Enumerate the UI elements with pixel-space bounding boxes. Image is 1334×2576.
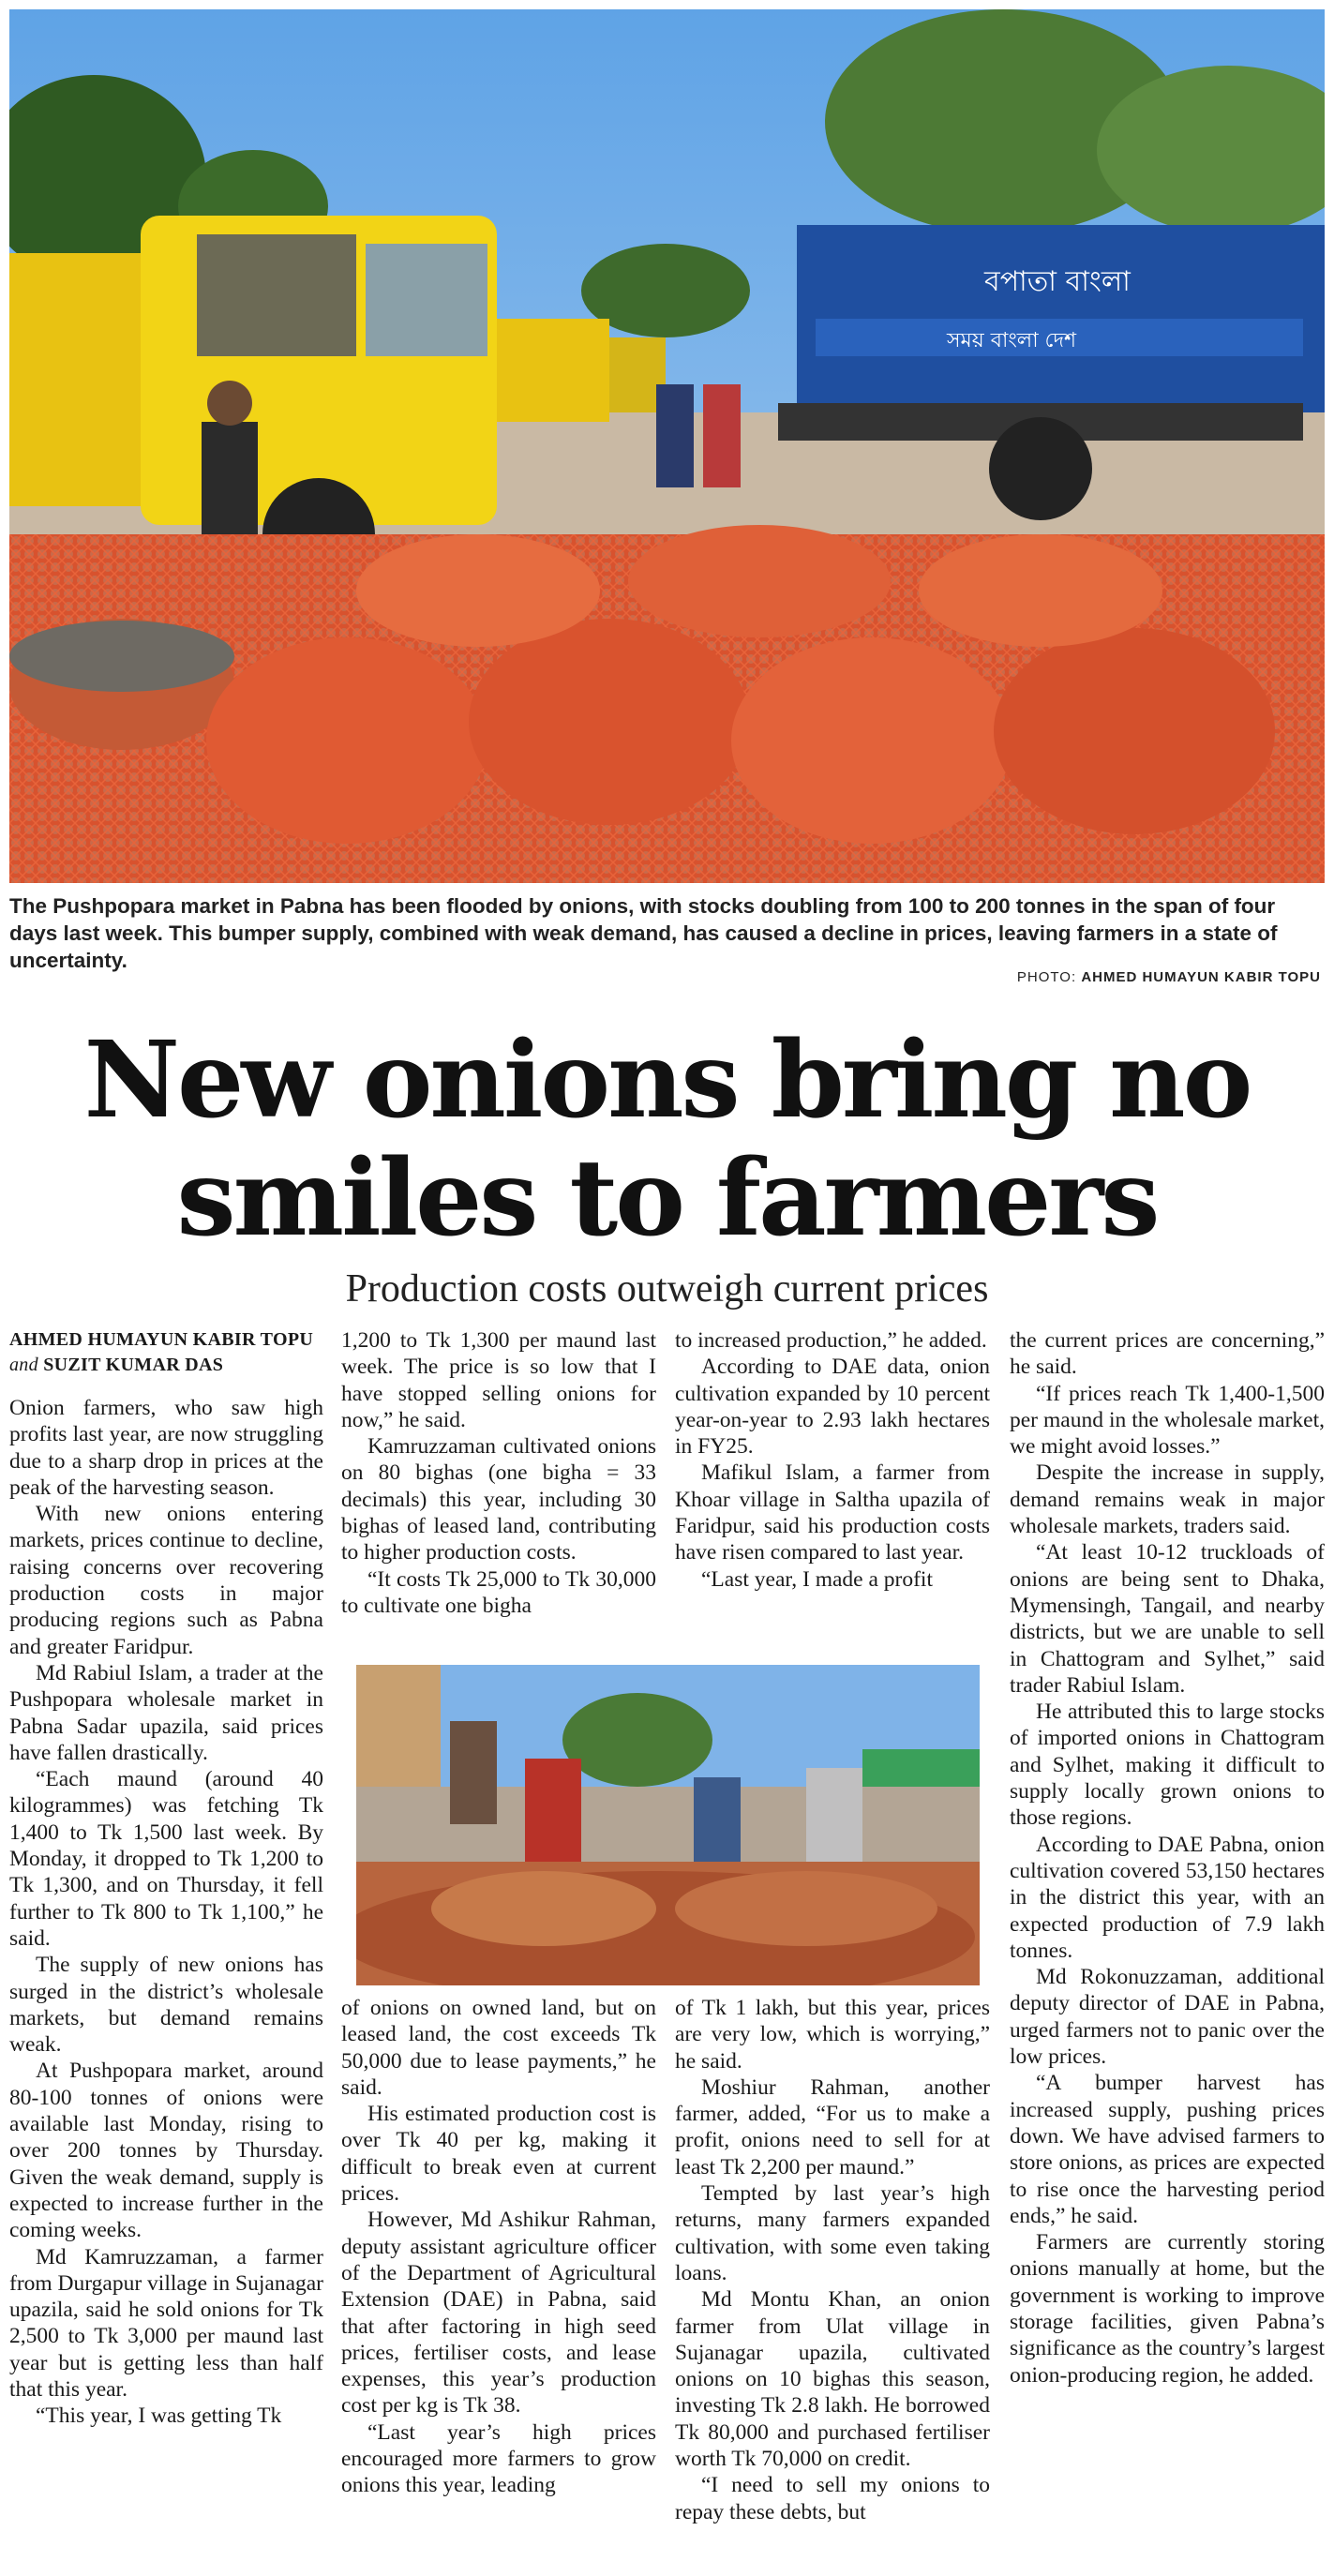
paragraph: Moshiur Rahman, another farmer, added, “For us to make a profit, onions need to sell for at least Tk 2,200 per maund.” [675, 2074, 990, 2179]
credit-name: AHMED HUMAYUN KABIR TOPU [1081, 969, 1321, 985]
paragraph: “If prices reach Tk 1,400-1,500 per maund in the wholesale market, we might avoid losses.” [1010, 1381, 1325, 1460]
truck-text: বপাতা বাংলা [984, 265, 1131, 298]
column-2-bottom [341, 1995, 656, 2499]
paragraph: Md Montu Khan, an onion farmer from Ulat village in Sujanagar upazila, cultivated onions on 10 bighas this season, investing Tk 2.8 lakh. He borrowed Tk 80,000 and purchased fertiliser worth Tk 70,000 on credit. [675, 2287, 990, 2472]
paragraph: “Last year, I made a profit [701, 1566, 933, 1592]
photo-caption: The Pushpopara market in Pabna has been flooded by onions, with stocks doubling from 100 to 200 tonnes in the span of four days last week. This bumper supply, combined with weak demand, has caused a decline in prices, leaving farmers in a state of uncertainty. [9, 894, 1278, 972]
byline-conj: and [9, 1355, 38, 1375]
paragraph: He attributed this to large stocks of imported onions in Chattogram and Sylhet, making it difficult to supply locally grown onions to those regions. [1010, 1700, 1325, 1831]
column-2-top [341, 1327, 656, 1619]
paragraph: to increased production,” he added. [675, 1328, 987, 1353]
byline-author-1: AHMED HUMAYUN KABIR TOPU [9, 1329, 314, 1350]
paragraph: His estimated production cost is over Tk 40 per kg, making it difficult to break even at current prices. [341, 2102, 656, 2207]
paragraph: “A bumper harvest has increased supply, pushing prices down. We have advised farmers to store onions, as prices are expected to rise once the harvesting period ends,” he said. [1010, 2071, 1325, 2228]
onion-sorting-photo [356, 1665, 980, 1985]
paragraph: of onions on owned land, but on leased land, the cost exceeds Tk 50,000 due to lease payments,” he said. [341, 1996, 656, 2100]
paragraph: Despite the increase in supply, demand remains weak in major wholesale markets, traders said. [1010, 1460, 1325, 1539]
paragraph: Md Rokonuzzaman, additional deputy director of DAE in Pabna, urged farmers not to panic over the low prices. [1010, 1965, 1325, 2070]
credit-label: PHOTO: [1016, 969, 1077, 985]
paragraph: The supply of new onions has surged in the district’s wholesale markets, but demand remains weak. [9, 1953, 323, 2058]
paragraph: “This year, I was getting Tk [36, 2404, 282, 2429]
paragraph: With new onions entering markets, prices continue to decline, raising concerns over recovering production costs in major producing regions such as Pabna and greater Faridpur. [9, 1502, 323, 1659]
column-4 [1010, 1327, 1325, 2389]
paragraph: “Each maund (around 40 kilogrammes) was fetching Tk 1,400 to Tk 1,500 last week. By Monday, it dropped to Tk 1,200 to Tk 1,300, and on Thursday, it fell further to Tk 800 to Tk 1,100,” he said. [9, 1767, 323, 1951]
paragraph: 1,200 to Tk 1,300 per maund last week. The price is so low that I have stopped selling onions for now,” he said. [341, 1328, 656, 1432]
column-1 [9, 1327, 323, 2430]
byline [9, 1327, 323, 1378]
paragraph: According to DAE data, onion cultivation expanded by 10 percent year-on-year to 2.93 lakh hectares in FY25. [675, 1355, 990, 1460]
paragraph: “I need to sell my onions to repay these debts, but [675, 2473, 990, 2524]
column-3-top [675, 1327, 990, 1593]
truck-text: সময় বাংলা দেশ [947, 329, 1077, 352]
paragraph: Kamruzzaman cultivated onions on 80 bighas (one bigha = 33 decimals) this year, including 30 bighas of leased land, contributing to higher production costs. [341, 1434, 656, 1565]
paragraph: “Last year’s high prices encouraged more farmers to grow onions this year, leading [341, 2419, 656, 2498]
paragraph: Onion farmers, who saw high profits last year, are now struggling due to a sharp drop in prices at the peak of the harvesting season. [9, 1396, 323, 1500]
paragraph: “It costs Tk 25,000 to Tk 30,000 to cultivate one bigha [341, 1566, 656, 1618]
paragraph: Tempted by last year’s high returns, many farmers expanded cultivation, with some even taking loans. [675, 2181, 990, 2285]
paragraph: According to DAE Pabna, onion cultivation covered 53,150 hectares in the district this year, with an expected production of 7.9 lakh tonnes. [1010, 1832, 1325, 1963]
paragraph: of Tk 1 lakh, but this year, prices are very low, which is worrying,” he said. [675, 1996, 990, 2074]
paragraph: Farmers are currently storing onions manually at home, but the government is working to improve storage facilities, given Pabna’s significance as the country’s largest onion-producing region, he added. [1010, 2230, 1325, 2388]
paragraph: the current prices are concerning,” he said. [1010, 1328, 1325, 1380]
paragraph: Md Kamruzzaman, a farmer from Durgapur village in Sujanagar upazila, said he sold onions for Tk 2,500 to Tk 3,000 per maund last year but is getting less than half that this year. [9, 2244, 324, 2402]
paragraph: “At least 10-12 truckloads of onions are being sent to Dhaka, Mymensingh, Tangail, and nearby districts, but we are unable to sell in Chattogram and Sylhet,” said trader Rabiul Islam. [1010, 1540, 1325, 1698]
paragraph: Md Rabiul Islam, a trader at the Pushpopara wholesale market in Pabna Sadar upazila, said prices have fallen drastically. [9, 1660, 323, 1765]
byline-author-2: SUZIT KUMAR DAS [43, 1355, 224, 1375]
onion-market-photo [9, 9, 1325, 883]
photo-credit [1017, 969, 1321, 985]
paragraph: Mafikul Islam, a farmer from Khoar village in Saltha upazila of Faridpur, said his production costs have risen compared to last year. [675, 1460, 990, 1565]
subhead: Production costs outweigh current prices [345, 1267, 989, 1310]
paragraph: However, Md Ashikur Rahman, deputy assistant agriculture officer of the Department of Agricultural Extension (DAE) in Pabna, said that after factoring in high seed prices, fertiliser costs, and lease expenses, this year’s production cost per kg is Tk 38. [341, 2208, 656, 2419]
headline: New onions bring no smiles to farmers [83, 1019, 1251, 1260]
column-3-bottom [675, 1995, 990, 2525]
paragraph: At Pushpopara market, around 80-100 tonnes of onions were available last Monday, rising to over 200 tonnes by Thursday. Given the weak demand, supply is expected to increase further in the coming weeks. [9, 2059, 323, 2243]
